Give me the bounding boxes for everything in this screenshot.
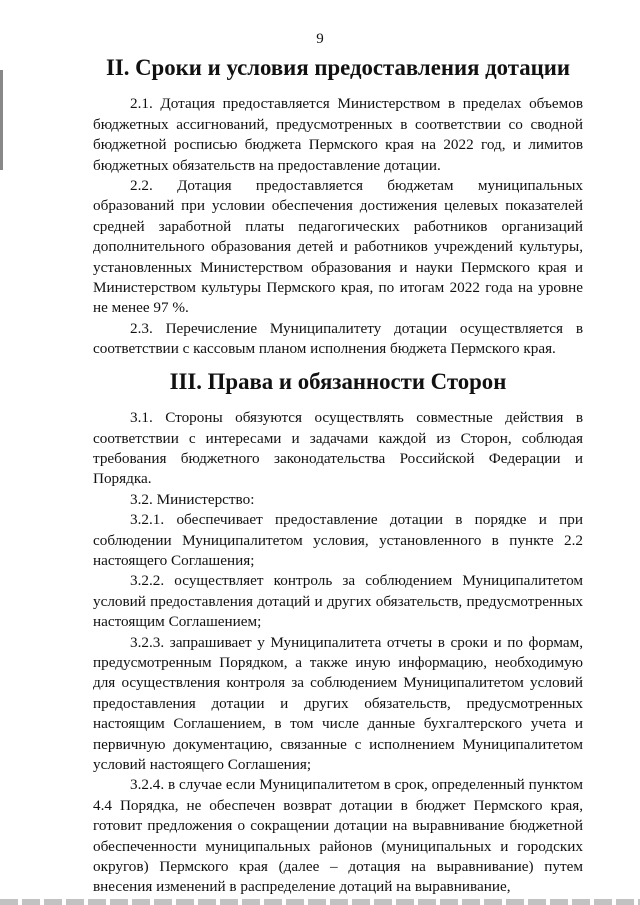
paragraph-3-2-2: 3.2.2. осуществляет контроль за соблюдением Муниципалитетом условий предоставления дотаций и других обязательств, предусмотренных настоящим Соглашением; — [93, 572, 583, 631]
paragraph-2-2: 2.2. Дотация предоставляется бюджетам муниципальных образований при условии обеспечения достижения целевых показателей средней заработной платы педагогических работников организаций дополнительного образования детей и работников учреждений культуры, установленных Министерством образования и науки Пермского края и Министерством культуры Пермского края, по итогам 2022 года на уровне не менее 97 %. — [93, 177, 583, 317]
page-number: 9 — [316, 31, 324, 47]
paragraph-3-1: 3.1. Стороны обязуются осуществлять совместные действия в соответствии с интересами и задачами каждой из Сторон, соблюдая требования бюджетного законодательства Российской Федерации и Порядка. — [93, 409, 583, 488]
scan-bottom-edge — [0, 899, 640, 905]
paragraph-3-2-3: 3.2.3. запрашивает у Муниципалитета отчеты в сроки и по формам, предусмотренным Порядком, а также иную информацию, необходимую для осуществления контроля за соблюдением Муниципалитетом условий предоставления дотации и других обязательств, предусмотренных настоящим Соглашением, в том числе данные бухгалтерского учета и первичную документацию, связанные с исполнением Муниципалитетом условий настоящего Соглашения; — [93, 633, 583, 773]
document-body — [93, 55, 583, 898]
paragraph-2-1: 2.1. Дотация предоставляется Министерством в пределах объемов бюджетных ассигнований, предусмотренных в соответствии со сводной бюджетной росписью бюджета Пермского края на 2022 год, и лимитов бюджетных обязательств на предоставление дотации. — [93, 95, 583, 174]
scan-edge-mark — [0, 70, 3, 170]
paragraph-3-2-1: 3.2.1. обеспечивает предоставление дотации в порядке и при соблюдении Муниципалитетом условия, установленного в пункте 2.2 настоящего Соглашения; — [93, 511, 583, 569]
paragraph-3-2-4: 3.2.4. в случае если Муниципалитетом в срок, определенный пунктом 4.4 Порядка, не обеспечен возврат дотации в бюджет Пермского края, готовит предложения о сокращении дотации на выравнивание бюджетной обеспеченности муниципальных районов (муниципальных и городских округов) Пермского края (далее – дотация на выравнивание) путем внесения изменений в распределение дотаций на выравнивание, — [93, 776, 583, 896]
paragraph-3-2: 3.2. Министерство: — [130, 490, 255, 508]
section-3-heading: III. Права и обязанности Сторон — [169, 368, 507, 394]
section-2-heading: II. Сроки и условия предоставления дотации — [105, 55, 571, 80]
paragraph-2-3: 2.3. Перечисление Муниципалитету дотации осуществляется в соответствии с кассовым планом исполнения бюджета Пермского края. — [93, 319, 583, 358]
